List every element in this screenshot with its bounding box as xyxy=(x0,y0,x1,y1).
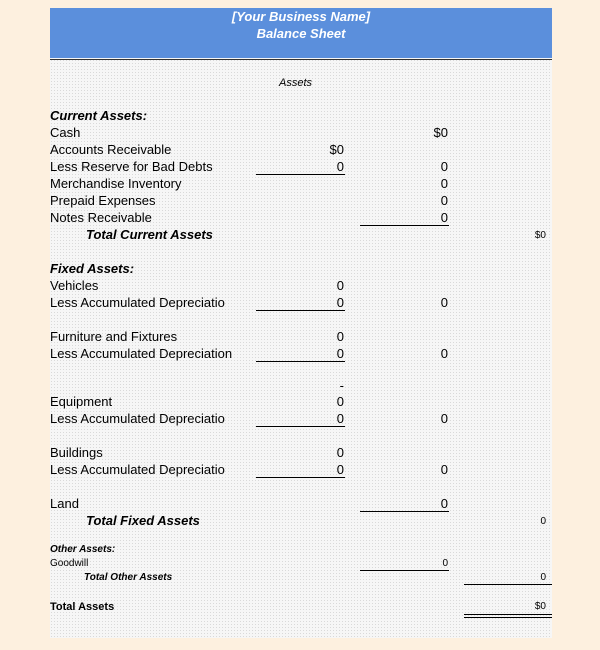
total-fixed-assets-value[interactable]: 0 xyxy=(540,516,546,527)
current-assets-heading: Current Assets: xyxy=(50,108,148,123)
furniture-depreciation-value[interactable]: 0 xyxy=(336,346,344,361)
furniture-net-value[interactable]: 0 xyxy=(440,346,448,361)
total-fixed-assets-label: Total Fixed Assets xyxy=(86,513,200,528)
total-current-assets-value[interactable]: $0 xyxy=(534,230,546,241)
prepaid-expenses-label: Prepaid Expenses xyxy=(50,193,156,208)
merchandise-inventory-label: Merchandise Inventory xyxy=(50,176,182,191)
total-other-assets-value[interactable]: 0 xyxy=(540,572,546,583)
underline xyxy=(256,174,345,175)
accounts-receivable-value[interactable]: $0 xyxy=(329,142,344,157)
business-name[interactable]: [Your Business Name] xyxy=(231,9,371,24)
equipment-depreciation-value[interactable]: 0 xyxy=(336,411,344,426)
title-banner xyxy=(50,8,552,58)
notes-receivable-label: Notes Receivable xyxy=(50,210,152,225)
separator-dash: - xyxy=(339,378,344,393)
underline xyxy=(256,361,345,362)
cash-value[interactable]: $0 xyxy=(433,125,448,140)
equipment-net-value[interactable]: 0 xyxy=(440,411,448,426)
underline xyxy=(256,477,345,478)
goodwill-label: Goodwill xyxy=(50,558,89,569)
buildings-depreciation-value[interactable]: 0 xyxy=(336,462,344,477)
double-underline-bottom xyxy=(464,617,552,618)
total-current-assets-label: Total Current Assets xyxy=(86,227,213,242)
total-assets-label: Total Assets xyxy=(50,601,115,613)
underline xyxy=(360,570,449,571)
vehicles-value[interactable]: 0 xyxy=(336,278,344,293)
buildings-value[interactable]: 0 xyxy=(336,445,344,460)
equipment-value[interactable]: 0 xyxy=(336,394,344,409)
total-other-assets-label: Total Other Assets xyxy=(84,572,173,583)
other-assets-heading: Other Assets: xyxy=(50,544,116,555)
equipment-depreciation-label: Less Accumulated Depreciatio xyxy=(50,411,225,426)
prepaid-expenses-value[interactable]: 0 xyxy=(440,193,448,208)
land-label: Land xyxy=(50,496,79,511)
underline xyxy=(360,225,449,226)
underline xyxy=(256,426,345,427)
merchandise-inventory-value[interactable]: 0 xyxy=(440,176,448,191)
less-reserve-label: Less Reserve for Bad Debts xyxy=(50,159,213,174)
vehicles-label: Vehicles xyxy=(50,278,99,293)
underline xyxy=(256,310,345,311)
buildings-net-value[interactable]: 0 xyxy=(440,462,448,477)
header-divider xyxy=(50,59,552,60)
buildings-depreciation-label: Less Accumulated Depreciatio xyxy=(50,462,225,477)
less-reserve-value[interactable]: 0 xyxy=(336,159,344,174)
equipment-label: Equipment xyxy=(50,394,113,409)
double-underline-top xyxy=(464,614,552,615)
furniture-value[interactable]: 0 xyxy=(336,329,344,344)
vehicles-depreciation-label: Less Accumulated Depreciatio xyxy=(50,295,225,310)
cash-label: Cash xyxy=(50,125,81,140)
underline xyxy=(360,511,449,512)
goodwill-value[interactable]: 0 xyxy=(442,558,448,569)
notes-receivable-value[interactable]: 0 xyxy=(440,210,448,225)
furniture-label: Furniture and Fixtures xyxy=(50,329,178,344)
accounts-receivable-label: Accounts Receivable xyxy=(50,142,172,157)
furniture-depreciation-label: Less Accumulated Depreciation xyxy=(50,346,233,361)
vehicles-depreciation-value[interactable]: 0 xyxy=(336,295,344,310)
balance-sheet xyxy=(50,8,552,638)
underline xyxy=(464,584,552,585)
vehicles-net-value[interactable]: 0 xyxy=(440,295,448,310)
fixed-assets-heading: Fixed Assets: xyxy=(50,261,135,276)
buildings-label: Buildings xyxy=(50,445,103,460)
less-reserve-net-value[interactable]: 0 xyxy=(440,159,448,174)
land-value[interactable]: 0 xyxy=(440,496,448,511)
total-assets-value[interactable]: $0 xyxy=(534,601,546,612)
sheet-title[interactable]: Balance Sheet xyxy=(256,26,346,41)
assets-section-title: Assets xyxy=(279,77,313,89)
